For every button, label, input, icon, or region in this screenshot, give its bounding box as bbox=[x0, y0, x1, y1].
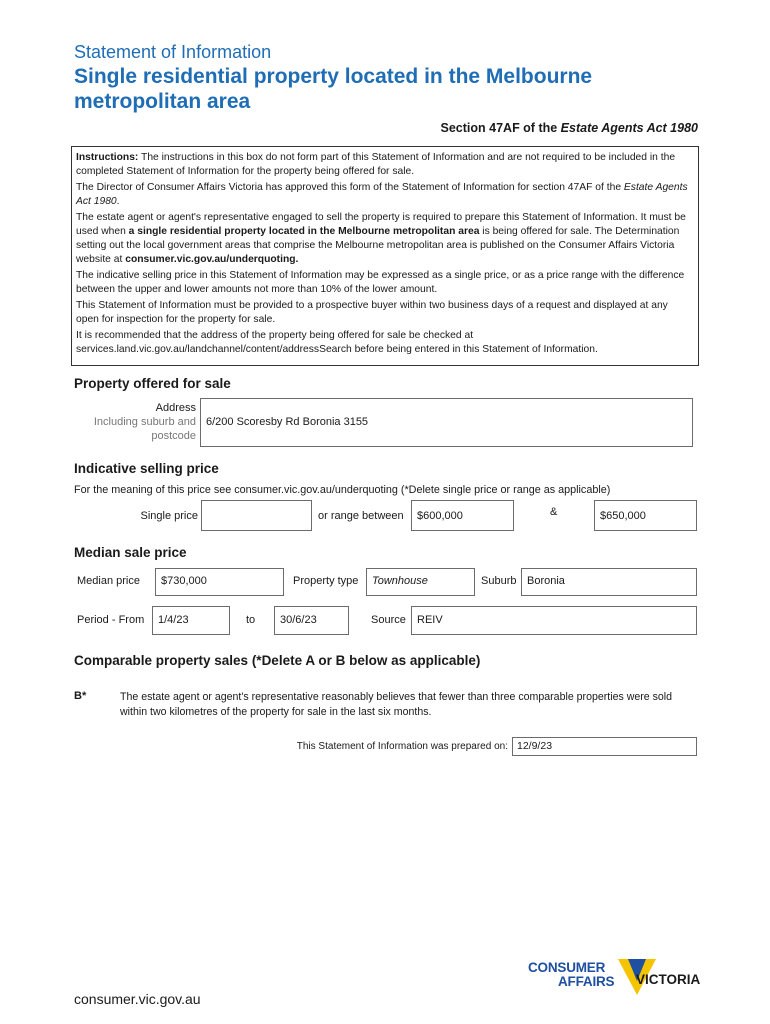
address-hint-2: postcode bbox=[151, 430, 196, 442]
instructions-text-3a: The estate agent or agent's representative engaged to sell the property is required to prepare this Statement of Information. It must be used when bbox=[76, 211, 686, 238]
instructions-text-1: The instructions in this box do not form part of this Statement of Information and are not required to be included in the completed Statement of Information for the property being offered for sale. bbox=[76, 152, 676, 178]
single-price-label: Single price bbox=[140, 510, 198, 522]
section-prefix: Section 47AF of the bbox=[440, 121, 561, 135]
address-field[interactable]: 6/200 Scoresby Rd Boronia 3155 bbox=[200, 398, 693, 447]
section-act: Estate Agents Act 1980 bbox=[560, 121, 698, 135]
suburb-label: Suburb bbox=[481, 575, 517, 587]
period-to-field[interactable]: 30/6/23 bbox=[274, 606, 349, 635]
option-b-marker: B* bbox=[74, 690, 87, 702]
price-heading: Indicative selling price bbox=[74, 461, 219, 476]
instructions-para-3 bbox=[76, 211, 690, 268]
instructions-text-2: The Director of Consumer Affairs Victoria has approved this form of the Statement of Information for section 47AF of the bbox=[76, 181, 624, 193]
range-low-field[interactable]: $600,000 bbox=[411, 500, 514, 531]
instructions-para-6: It is recommended that the address of the property being offered for sale be checked at services.land.vic.gov.au/landchannel/content/addressSearch before being entered in this Statement of Information. bbox=[76, 329, 598, 356]
address-label: Address bbox=[155, 402, 196, 414]
document-title: Single residential property located in the Melbourne metropolitan area bbox=[74, 65, 593, 113]
property-type-label: Property type bbox=[293, 575, 359, 587]
logo-text-consumer: CONSUMER bbox=[528, 960, 606, 975]
period-from-field[interactable]: 1/4/23 bbox=[152, 606, 230, 635]
instructions-link-underquoting: consumer.vic.gov.au/underquoting. bbox=[125, 254, 299, 266]
source-label: Source bbox=[371, 614, 406, 626]
instructions-para-2 bbox=[76, 181, 690, 209]
instructions-text-3c: is being offered for sale. The Determination setting out the local government areas that comprise the Melbourne metropolitan area is published on the Consumer Affairs Victoria website at bbox=[76, 226, 680, 266]
period-label: Period - From bbox=[77, 614, 145, 626]
prepared-on-field[interactable]: 12/9/23 bbox=[512, 737, 697, 756]
document-subtitle: Statement of Information bbox=[74, 42, 272, 62]
period-to-label: to bbox=[246, 614, 256, 626]
option-b-text: The estate agent or agent's representative reasonably believes that fewer than three comparable properties were sold within two kilometres of the property for sale in the last six months. bbox=[120, 691, 673, 718]
consumer-affairs-victoria-logo bbox=[528, 959, 704, 999]
source-field[interactable]: REIV bbox=[411, 606, 697, 635]
instructions-para-4: The indicative selling price in this Statement of Information may be expressed as a single price, or as a price range with the difference between the upper and lower amounts not more than 10% of the lower amount. bbox=[76, 270, 685, 296]
prepared-on-label: This Statement of Information was prepared on: bbox=[296, 741, 508, 752]
footer-url: consumer.vic.gov.au bbox=[74, 991, 201, 1007]
suburb-field[interactable]: Boronia bbox=[521, 568, 697, 596]
median-price-field[interactable]: $730,000 bbox=[155, 568, 284, 596]
logo-text-affairs: AFFAIRS bbox=[558, 974, 615, 989]
instructions-label: Instructions: bbox=[76, 152, 139, 163]
range-high-field[interactable]: $650,000 bbox=[594, 500, 697, 531]
median-heading: Median sale price bbox=[74, 545, 187, 560]
instructions-act: Estate Agents Act 1980 bbox=[76, 181, 688, 208]
range-ampersand: & bbox=[550, 506, 558, 518]
instructions-para-5: This Statement of Information must be provided to a prospective buyer within two business days of a request and displayed at any open for inspection for the property for sale. bbox=[76, 300, 668, 326]
instructions-para-1 bbox=[76, 151, 690, 179]
single-price-field[interactable] bbox=[201, 500, 312, 531]
comparable-heading: Comparable property sales (*Delete A or B below as applicable) bbox=[74, 653, 481, 668]
property-type-field[interactable]: Townhouse bbox=[366, 568, 475, 596]
section-reference bbox=[441, 121, 698, 135]
address-hint-1: Including suburb and bbox=[93, 416, 196, 428]
instructions-box bbox=[71, 146, 699, 366]
instructions-end-2: . bbox=[116, 196, 120, 208]
logo-text-victoria: VICTORIA bbox=[636, 972, 701, 987]
property-heading: Property offered for sale bbox=[74, 376, 231, 391]
instructions-text-3b: a single residential property located in the Melbourne metropolitan area bbox=[128, 226, 480, 238]
median-price-label: Median price bbox=[77, 575, 140, 587]
price-note: For the meaning of this price see consumer.vic.gov.au/underquoting (*Delete single price or range as applicable) bbox=[74, 484, 611, 496]
range-label: or range between bbox=[318, 510, 404, 522]
